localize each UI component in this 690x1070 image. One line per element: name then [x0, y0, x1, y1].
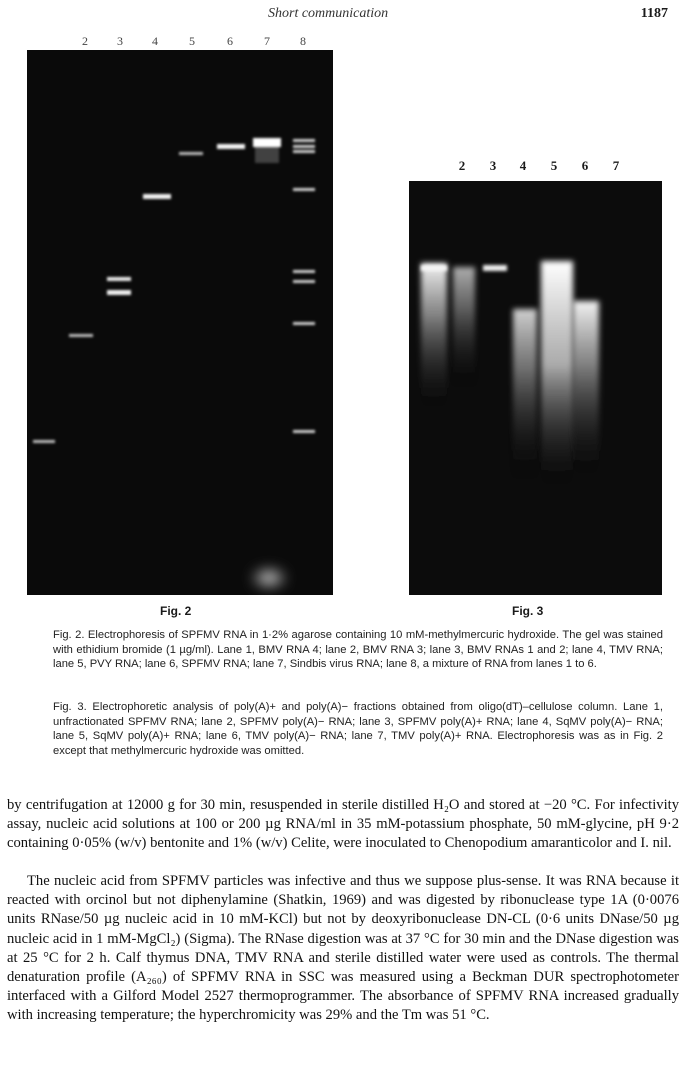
- gel-smear: [541, 261, 573, 491]
- fig3-lane-label: 4: [519, 158, 527, 173]
- gel-band: [107, 277, 131, 281]
- gel-band: [107, 290, 131, 295]
- gel-smear: [573, 301, 599, 481]
- fig3-gel-image: [409, 181, 662, 595]
- gel-band: [293, 139, 315, 142]
- body-paragraph: The nucleic acid from SPFMV particles was infective and thus we suppose plus-sense. It was RNA because it reacted with orcinol but not diphenylamine (Shatkin, 1969) and was digested by ribonuclease type 1A (0·0076 units RNase/50 µg nucleic acid in 10 mM-KCl) but not by deoxyribonuclease DN-CL (0·6 units DNase/50 µg nucleic acid in 1 mM-MgCl₂) (Sigma). The RNase digestion was at 37 °C for 30 min and the DNase digestion was at 25 °C for 2 h. Calf thymus DNA, TMV RNA and sterile distilled water were used as controls. The thermal denaturation profile (A₂₆₀) of SPFMV RNA in SSC was measured using a Beckman DUR spectrophotometer interfaced with a Gilford Model 2527 thermoprogrammer. The absorbance of SPFMV RNA increased gradually with increasing temperature; the hyperchromicity was 29% and the Tm was 51 °C.: [7, 873, 679, 1024]
- fig3-gel-graphic: [409, 181, 662, 595]
- fig2-gel-image: [27, 50, 333, 595]
- fig2-lane-labels: [0, 34, 690, 50]
- gel-smear: [421, 263, 447, 413]
- fig2-lane-label: 4: [152, 34, 158, 48]
- fig3-lane-label: 6: [581, 158, 589, 173]
- gel-artifact: [247, 564, 291, 592]
- gel-band: [421, 265, 447, 271]
- gel-band: [69, 334, 93, 337]
- fig2-lane-label: 7: [264, 34, 270, 48]
- gel-band: [293, 145, 315, 148]
- gel-band: [483, 265, 507, 271]
- fig3-lane-label: 3: [489, 158, 497, 173]
- gel-band: [253, 138, 281, 147]
- running-head: Short communication: [268, 6, 389, 21]
- fig3-lane-label: 2: [458, 158, 466, 173]
- gel-band: [217, 144, 245, 149]
- gel-smear: [453, 267, 475, 387]
- fig3-caption: Fig. 3. Electrophoretic analysis of poly(A)+ and poly(A)− fractions obtained from oligo(dT)–cellulose column. Lane 1, unfractionated SPFMV RNA; lane 2, SPFMV poly(A)− RNA; lane 3, SPFMV poly(A)+ RNA; lane 4, SqMV poly(A)− RNA; lane 5, SqMV poly(A)+ RNA; lane 6, TMV poly(A)− RNA; lane 7, TMV poly(A)+ RNA. Electrophoresis was as in Fig. 2 except that methylmercuric hydroxide was omitted.: [53, 701, 663, 757]
- fig3-label: Fig. 3: [512, 604, 544, 618]
- fig2-lane-label: 8: [300, 34, 306, 48]
- fig2-lane-label: 2: [82, 34, 88, 48]
- gel-band: [33, 440, 55, 443]
- page-number: 1187: [640, 6, 668, 21]
- gel-band: [293, 270, 315, 273]
- fig2-lane-label: 5: [189, 34, 195, 48]
- gel-band: [293, 430, 315, 433]
- page-header: [0, 6, 690, 26]
- fig2-lane-label: 6: [227, 34, 233, 48]
- fig2-gel-graphic: [27, 50, 333, 595]
- fig3-lane-labels: [0, 158, 690, 174]
- fig2-caption: Fig. 2. Electrophoresis of SPFMV RNA in 1·2% agarose containing 10 mM-methylmercuric hydroxide. The gel was stained with ethidium bromide (1 µg/ml). Lane 1, BMV RNA 4; lane 2, BMV RNA 3; lane 3, BMV RNAs 1 and 2; lane 4, TMV RNA; lane 5, PVY RNA; lane 6, SPFMV RNA; lane 7, Sindbis virus RNA; lane 8, a mixture of RNA from lanes 1 to 6.: [53, 629, 663, 670]
- body-paragraph: by centrifugation at 12000 g for 30 min, resuspended in sterile distilled H₂O and stored at −20 °C. For infectivity assay, nucleic acid solutions at 100 or 200 µg RNA/ml in 35 mM-potassium phosphate, 50 mM-glycine, pH 9·2 containing 0·05% (w/v) bentonite and 1% (w/v) Celite, were inoculated to Chenopodium amaranticolor and I. nil.: [7, 797, 679, 852]
- gel-band: [293, 280, 315, 283]
- gel-band: [143, 194, 171, 199]
- gel-smear: [513, 309, 537, 479]
- gel-band: [293, 188, 315, 191]
- fig3-lane-label: 5: [550, 158, 558, 173]
- gel-band: [293, 150, 315, 153]
- fig3-lane-label: 7: [612, 158, 620, 173]
- fig2-lane-label: 3: [117, 34, 123, 48]
- gel-band: [293, 322, 315, 325]
- fig2-label: Fig. 2: [160, 604, 192, 618]
- gel-band: [179, 152, 203, 155]
